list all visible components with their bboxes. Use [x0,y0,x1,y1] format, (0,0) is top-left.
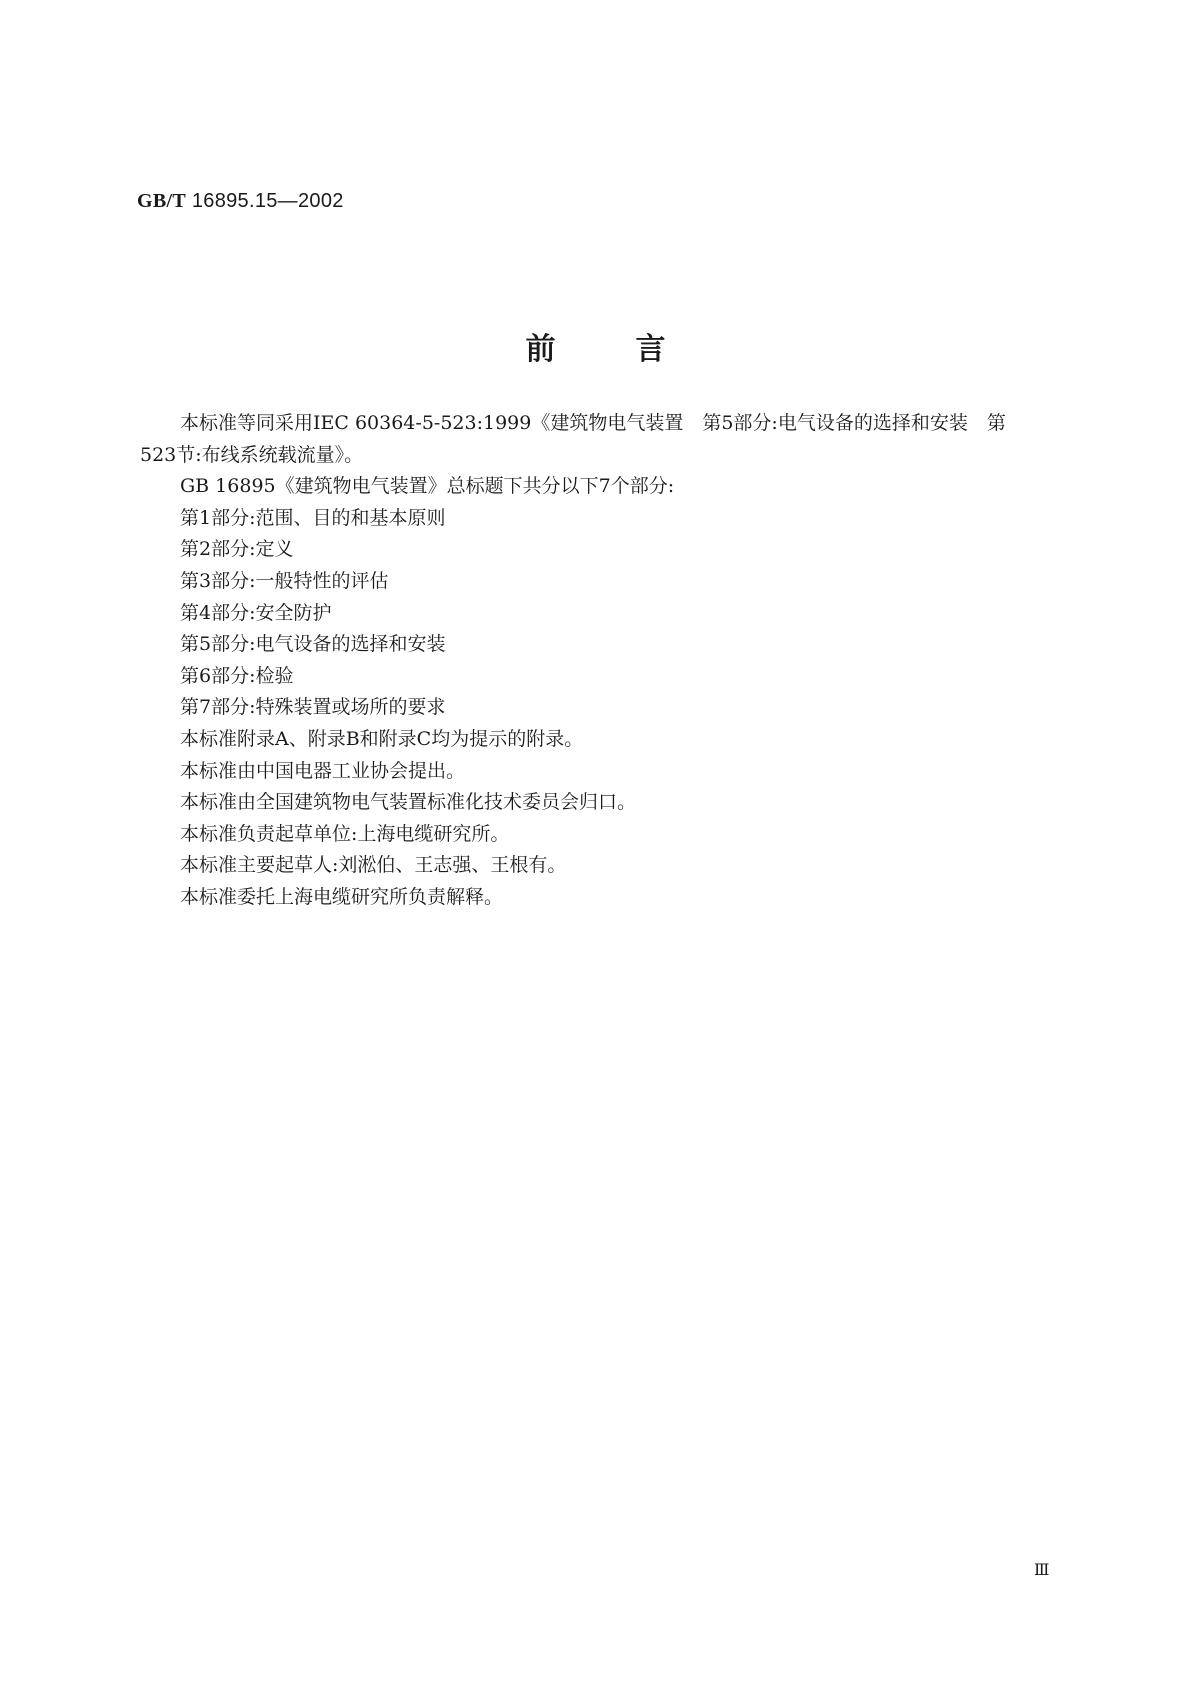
foreword-body [140,408,1060,914]
paragraph-annexes: 本标准附录A、附录B和附录C均为提示的附录。 [180,727,584,750]
list-item-part-3: 第3部分:一般特性的评估 [180,569,389,592]
paragraph-proposed-by: 本标准由中国电器工业协会提出。 [180,759,466,782]
list-item-part-6: 第6部分:检验 [180,664,294,687]
paragraph-drafters: 本标准主要起草人:刘淞伯、王志强、王根有。 [180,854,567,877]
paragraph-adoption-line-1: 本标准等同采用IEC 60364-5-523:1999《建筑物电气装置 第5部分:电气设备的选择和安装 第 [180,412,1006,434]
standard-number: 16895.15—2002 [191,190,344,212]
list-item-part-1: 第1部分:范围、目的和基本原则 [180,506,446,529]
list-item-part-5: 第5部分:电气设备的选择和安装 [180,633,446,656]
paragraph-interpretation: 本标准委托上海电缆研究所负责解释。 [180,885,504,908]
paragraph-drafting-unit: 本标准负责起草单位:上海电缆研究所。 [180,822,510,845]
paragraph-adoption [140,408,1060,471]
standard-number-header [137,190,344,213]
list-item-part-7: 第7部分:特殊装置或场所的要求 [180,696,446,719]
list-item-part-2: 第2部分:定义 [180,538,294,561]
page-title: 前言 [525,332,746,367]
page-number: Ⅲ [1034,1562,1050,1579]
standard-prefix: GB/T [137,190,186,212]
paragraph-adoption-line-2: 523节:布线系统载流量》。 [140,443,364,466]
list-item-part-4: 第4部分:安全防护 [180,601,332,624]
paragraph-series-intro: GB 16895《建筑物电气装置》总标题下共分以下7个部分: [180,475,675,498]
paragraph-centralized-by: 本标准由全国建筑物电气装置标准化技术委员会归口。 [180,791,637,814]
